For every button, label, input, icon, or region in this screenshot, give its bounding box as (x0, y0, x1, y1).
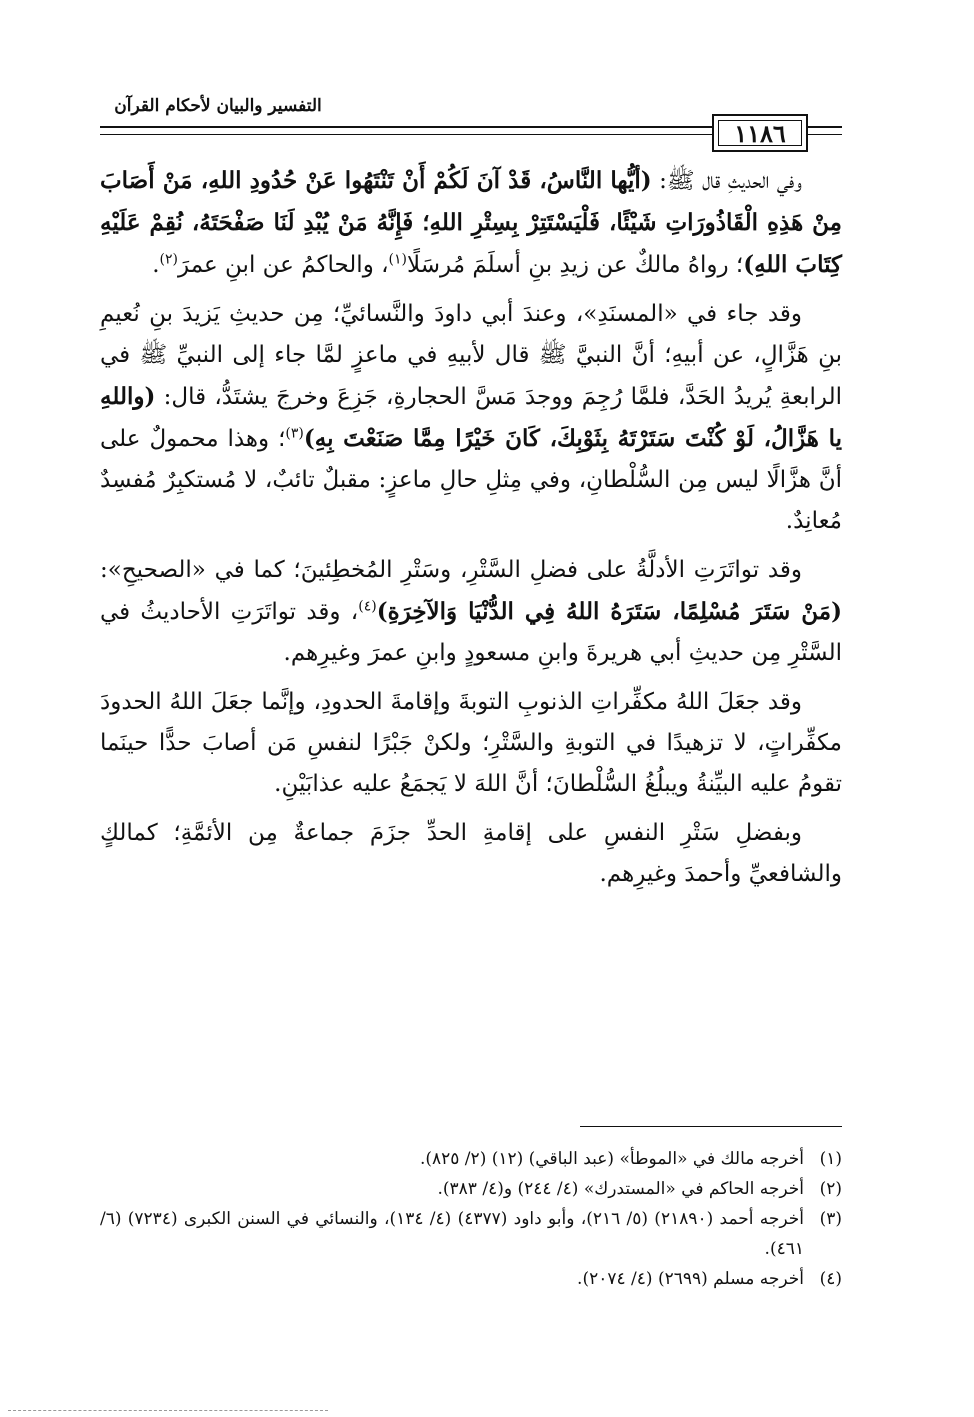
hadith-quote: (أيُّها النَّاسُ، قَدْ آنَ لَكُمْ أَنْ تَنْتَهُوا عَنْ حُدُودِ اللهِ، مَنْ أَصَابَ مِنْ هَذِهِ الْقَاذُورَاتِ شَيْئًا، فَلْيَسْتَتِرْ بِسِتْرِ اللهِ؛ فَإِنَّهُ مَنْ يُبْدِ لَنَا صَفْحَتَهُ، نُقِمْ عَلَيْهِ كِتَابَ اللهِ) (100, 167, 842, 278)
paragraph-text: ، والحاكمُ عن ابنِ عمرَ (178, 252, 389, 278)
footnote-item (100, 1264, 842, 1294)
footnotes (100, 1144, 842, 1294)
paragraph-4 (100, 682, 842, 805)
paragraph-text: ، وقد تواتَرَتِ الأحاديثُ في السَّتْرِ مِن حديثِ أبي هريرةَ وابنِ مسعودٍ وابنِ عمرَ وغيرِهم. (100, 599, 842, 666)
footnote-ref[interactable]: (١) (388, 251, 408, 268)
scan-edge (8, 1410, 328, 1411)
hadith-quote: (مَنْ سَتَرَ مُسْلِمًا، سَتَرَهُ اللهُ فِي الدُّنْيَا وَالآخِرَةِ) (376, 598, 842, 625)
paragraph-text: وقد جعَلَ اللهُ مكفِّراتِ الذنوبِ التوبةَ وإقامةَ الحدودِ، وإنَّما جعَلَ اللهُ الحدودَ مكفِّراتٍ، لا تزهيدًا في التوبةِ والسَّتْرِ؛ ولكنْ جَبْرًا لنفسِ مَن أصابَ حدًّا حينَما تقومُ عليه البيِّنةُ ويبلُغُ السُّلْطانَ؛ أنَّ اللهَ لا يَجمَعُ عليه عذابَيْنِ. (100, 689, 842, 797)
footnote-number: (٢) (819, 1179, 842, 1199)
footnote-text: أخرجه مسلم (٢٦٩٩) (٤/ ٢٠٧٤). (577, 1269, 804, 1289)
paragraph-text: . (152, 252, 160, 278)
paragraph-text: وقد جاء في «المسنَدِ»، وعندَ أبي داودَ والنَّسائيِّ؛ مِن حديثِ يَزيدَ بنِ نُعيمِ بنِ هَزَّالٍ، عن أبيهِ؛ أنَّ النبيَّ ﷺ قال لأبيهِ في ماعزٍ لمَّا جاء إلى النبيِّ ﷺ في الرابعةِ يُريدُ الحَدَّ، فلمَّا رُجِمَ ووجدَ مَسَّ الحجارةِ، جَزِعَ وخرجَ يشتَدُّ، قال: (100, 301, 842, 410)
footnote-number: (٤) (819, 1269, 842, 1289)
footnote-text: أخرجه الحاكم في «المستدرك» (٤/ ٢٤٤) و(٤/ ٣٨٣). (437, 1179, 804, 1199)
footnote-ref[interactable]: (٢) (159, 251, 179, 268)
paragraph-text: ؛ رواهُ مالكٌ عن زيدِ بنِ أسلَمَ مُرسَلًا (407, 252, 744, 278)
footnote-item (100, 1174, 842, 1204)
footnote-ref[interactable]: (٣) (285, 425, 304, 442)
footnote-text: أخرجه مالك في «الموطأ» (عبد الباقي) (١٢) (٢/ ٨٢٥). (419, 1149, 804, 1169)
page-number: ١١٨٦ (734, 118, 786, 148)
page-number-box (712, 114, 808, 152)
paragraph-text: وبفضلِ سَتْرِ النفسِ على إقامةِ الحدِّ جزَمَ جماعةٌ مِن الأئمَّةِ؛ كمالكٍ والشافعيِّ وأحمدَ وغيرِهم. (100, 820, 842, 887)
footnote-item (100, 1144, 842, 1174)
footnote-item (100, 1204, 842, 1264)
footnote-ref[interactable]: (٤) (358, 598, 377, 615)
paragraph-5 (100, 813, 842, 895)
paragraph-1 (100, 160, 842, 286)
main-text (100, 160, 842, 895)
running-header (100, 96, 842, 156)
book-title: التفسير والبيان لأحكام القرآن (114, 96, 322, 116)
paragraph-3 (100, 550, 842, 674)
paragraph-text: ؛ وهذا محمولٌ على أنَّ هزَّالًا ليس مِن السُّلْطانِ، وفي مِثلِ حالِ ماعزٍ: مقبلٌ تائبٌ، لا مُستكبِرٌ مُفسِدٌ مُعانِدٌ. (100, 426, 842, 534)
hadith-quote: (واللهِ يا هَزَّالُ، لَوْ كُنْتَ سَتَرْتَهُ بِثَوْبِكَ، كَانَ خَيْرًا مِمَّا صَنَعْتَ بِهِ) (100, 383, 842, 452)
footnote-separator (580, 1126, 842, 1127)
footnote-number: (١) (819, 1149, 842, 1169)
paragraph-text: وفي الحديثِ قال ﷺ: (651, 168, 802, 194)
paragraph-text: وقد تواتَرَتِ الأدلَّةُ على فضلِ السَّتْرِ، وسَتْرِ المُخطِئينَ؛ كما في «الصحيحِ»: (100, 557, 802, 583)
paragraph-2 (100, 294, 842, 542)
footnote-text: أخرجه أحمد (٢١٨٩٠) (٥/ ٢١٦)، وأبو داود (٤٣٧٧) (٤/ ١٣٤)، والنسائي في السنن الكبرى (٧٢٣٤) (٦/ ٤٦١). (100, 1209, 805, 1259)
footnote-number: (٣) (819, 1209, 842, 1229)
